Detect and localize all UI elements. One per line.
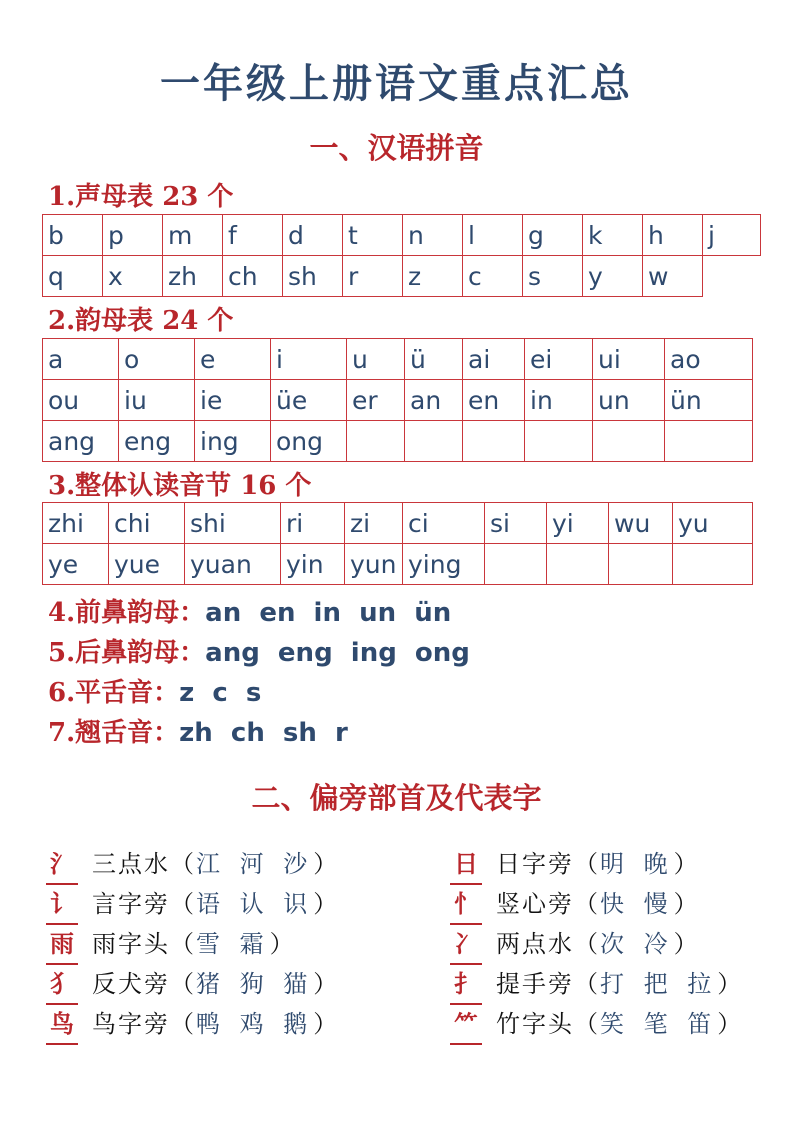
radical-examples: 猪 狗 猫 — [196, 970, 314, 998]
pinyin-cell: wu — [609, 503, 673, 544]
radical-name: 三点水（ — [92, 850, 196, 878]
radical-name: 竹字头（ — [496, 1010, 600, 1038]
pinyin-cell: ei — [525, 339, 593, 380]
pinyin-cell: ao — [665, 339, 753, 380]
empty-cell — [703, 256, 761, 297]
radical-symbol: 氵 — [48, 844, 76, 879]
radical-examples: 鸭 鸡 鹅 — [196, 1010, 314, 1038]
pinyin-cell: ün — [665, 380, 753, 421]
radical-examples: 快 慢 — [600, 890, 674, 918]
radical-symbol: 扌 — [452, 964, 480, 999]
radical-examples: 明 晚 — [600, 850, 674, 878]
radical-examples: 语 认 识 — [196, 890, 314, 918]
radical-symbol: 忄 — [452, 884, 480, 919]
pinyin-cell: w — [643, 256, 703, 297]
radical-name: 鸟字旁（ — [92, 1010, 196, 1038]
radical-close: ） — [313, 1010, 340, 1038]
finals-table — [42, 338, 753, 462]
initials-table — [42, 214, 761, 297]
empty-cell — [525, 421, 593, 462]
pinyin-cell: yi — [547, 503, 609, 544]
radical-close: ） — [313, 970, 340, 998]
pinyin-cell: x — [103, 256, 163, 297]
radical-examples: 江 河 沙 — [196, 850, 314, 878]
pinyin-cell: üe — [271, 380, 347, 421]
pinyin-cell: ch — [223, 256, 283, 297]
pinyin-cell: an — [405, 380, 463, 421]
radical-item — [48, 922, 408, 962]
pinyin-cell: h — [643, 215, 703, 256]
pinyin-cell: ci — [403, 503, 485, 544]
radical-name: 言字旁（ — [92, 890, 196, 918]
table-row — [43, 544, 753, 585]
pinyin-cell: g — [523, 215, 583, 256]
empty-cell — [673, 544, 753, 585]
radical-symbol: 讠 — [48, 884, 76, 919]
pinyin-cell: r — [343, 256, 403, 297]
pinyin-cell: ong — [271, 421, 347, 462]
radical-examples: 次 冷 — [600, 930, 674, 958]
pinyin-cell: er — [347, 380, 405, 421]
pinyin-cell: ie — [195, 380, 271, 421]
empty-cell — [463, 421, 525, 462]
finals-heading: 2.韵母表 24 个 — [48, 306, 234, 336]
empty-cell — [405, 421, 463, 462]
table-row — [43, 421, 753, 462]
table-row — [43, 339, 753, 380]
radical-item — [48, 882, 408, 922]
radical-close: ） — [673, 890, 700, 918]
radical-item — [452, 842, 793, 882]
syllables-heading: 3.整体认读音节 16 个 — [48, 471, 312, 501]
radical-name: 日字旁（ — [496, 850, 600, 878]
radical-item — [48, 1002, 408, 1042]
pinyin-cell: ing — [195, 421, 271, 462]
pinyin-cell: u — [347, 339, 405, 380]
empty-cell — [665, 421, 753, 462]
section2-heading: 二、偏旁部首及代表字 — [251, 781, 542, 815]
radical-item — [452, 1002, 793, 1042]
pinyin-cell: iu — [119, 380, 195, 421]
radical-close: ） — [269, 930, 296, 958]
radical-symbol: 鸟 — [48, 1004, 76, 1039]
pinyin-cell: yue — [109, 544, 185, 585]
pinyin-cell: in — [525, 380, 593, 421]
pinyin-cell: zi — [345, 503, 403, 544]
pinyin-cell: s — [523, 256, 583, 297]
pinyin-cell: yu — [673, 503, 753, 544]
pinyin-cell: un — [593, 380, 665, 421]
pinyin-cell: ü — [405, 339, 463, 380]
radical-name: 两点水（ — [496, 930, 600, 958]
empty-cell — [485, 544, 547, 585]
pinyin-cell: ying — [403, 544, 485, 585]
pinyin-cell: b — [43, 215, 103, 256]
pinyin-cell: d — [283, 215, 343, 256]
table-row — [43, 215, 761, 256]
radical-examples: 笑 笔 笛 — [600, 1010, 718, 1038]
radical-symbol: ⺮ — [452, 1004, 480, 1039]
pinyin-cell: si — [485, 503, 547, 544]
radical-symbol: 日 — [452, 844, 480, 879]
pinyin-cell: zhi — [43, 503, 109, 544]
radical-close: ） — [673, 930, 700, 958]
radical-examples: 雪 霜 — [196, 930, 270, 958]
radical-close: ） — [313, 850, 340, 878]
pinyin-cell: z — [403, 256, 463, 297]
line-flat-tongue: 6.平舌音：z c s — [48, 678, 262, 708]
pinyin-cell: a — [43, 339, 119, 380]
table-row — [43, 256, 761, 297]
radical-item — [48, 962, 408, 1002]
radical-close: ） — [673, 850, 700, 878]
pinyin-cell: k — [583, 215, 643, 256]
line-retroflex: 7.翘舌音：zh ch sh r — [48, 718, 348, 748]
radical-name: 雨字头（ — [92, 930, 196, 958]
pinyin-cell: sh — [283, 256, 343, 297]
line-back-nasal: 5.后鼻韵母：ang eng ing ong — [48, 638, 470, 668]
table-row — [43, 503, 753, 544]
pinyin-cell: zh — [163, 256, 223, 297]
pinyin-cell: q — [43, 256, 103, 297]
radical-symbol: 雨 — [48, 924, 76, 959]
initials-heading: 1.声母表 23 个 — [48, 182, 234, 212]
pinyin-cell: ai — [463, 339, 525, 380]
radical-symbol: 冫 — [452, 924, 480, 959]
pinyin-cell: f — [223, 215, 283, 256]
pinyin-cell: n — [403, 215, 463, 256]
radical-item — [48, 842, 408, 882]
table-row — [43, 380, 753, 421]
pinyin-cell: ang — [43, 421, 119, 462]
radical-symbol: 犭 — [48, 964, 76, 999]
pinyin-cell: y — [583, 256, 643, 297]
radical-close: ） — [717, 970, 744, 998]
pinyin-cell: l — [463, 215, 523, 256]
pinyin-cell: ye — [43, 544, 109, 585]
section1-heading: 一、汉语拼音 — [309, 131, 484, 165]
pinyin-cell: m — [163, 215, 223, 256]
line-front-nasal: 4.前鼻韵母：an en in un ün — [48, 598, 452, 628]
pinyin-cell: en — [463, 380, 525, 421]
pinyin-cell: eng — [119, 421, 195, 462]
pinyin-cell: ri — [281, 503, 345, 544]
radical-item — [452, 922, 793, 962]
pinyin-cell: e — [195, 339, 271, 380]
empty-cell — [547, 544, 609, 585]
pinyin-cell: ou — [43, 380, 119, 421]
page-title: 一年级上册语文重点汇总 — [160, 60, 633, 107]
radical-close: ） — [717, 1010, 744, 1038]
pinyin-cell: chi — [109, 503, 185, 544]
radical-item — [452, 882, 793, 922]
radical-item — [452, 962, 793, 1002]
pinyin-cell: i — [271, 339, 347, 380]
radical-name: 反犬旁（ — [92, 970, 196, 998]
pinyin-cell: ui — [593, 339, 665, 380]
pinyin-cell: shi — [185, 503, 281, 544]
pinyin-cell: j — [703, 215, 761, 256]
pinyin-cell: o — [119, 339, 195, 380]
radical-name: 竖心旁（ — [496, 890, 600, 918]
pinyin-cell: yuan — [185, 544, 281, 585]
syllables-table — [42, 502, 753, 585]
empty-cell — [609, 544, 673, 585]
pinyin-cell: yin — [281, 544, 345, 585]
radical-name: 提手旁（ — [496, 970, 600, 998]
pinyin-cell: t — [343, 215, 403, 256]
radical-close: ） — [313, 890, 340, 918]
empty-cell — [347, 421, 405, 462]
empty-cell — [593, 421, 665, 462]
pinyin-cell: yun — [345, 544, 403, 585]
pinyin-cell: p — [103, 215, 163, 256]
pinyin-cell: c — [463, 256, 523, 297]
radical-examples: 打 把 拉 — [600, 970, 718, 998]
